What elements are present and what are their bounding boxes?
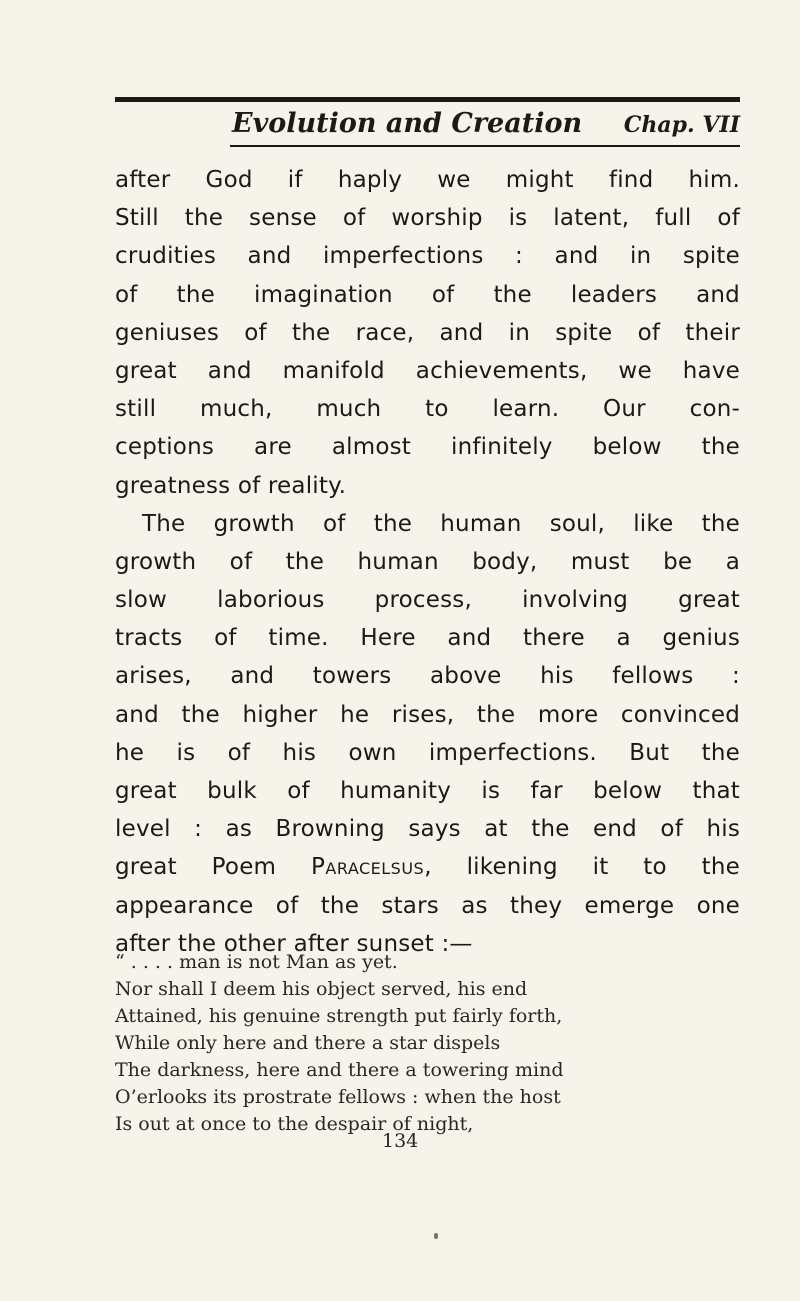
poem-line: While only here and there a star dispels: [115, 1032, 501, 1054]
text-line: The growth of the human soul, like the: [142, 510, 740, 537]
chapter-label: Chap. VII: [623, 112, 740, 138]
text-line: great and manifold achievements, we have: [115, 357, 740, 384]
text-line: appearance of the stars as they emerge one: [115, 892, 740, 919]
text-line: after God if haply we might find him.: [115, 167, 740, 193]
page-number: 134: [382, 1130, 419, 1152]
running-title: Evolution and Creation: [232, 108, 583, 139]
text-line: arises, and towers above his fellows :: [115, 663, 740, 690]
running-header: [115, 106, 740, 144]
header-bottom-rule: [230, 145, 740, 147]
text-line: geniuses of the race, and in spite of their: [115, 319, 740, 346]
poem-line: Is out at once to the despair of night,: [115, 1113, 474, 1135]
text-line: Still the sense of worship is latent, full of: [115, 205, 740, 232]
text-line: after the other after sunset :—: [115, 930, 473, 957]
text-line: still much, much to learn. Our con-: [115, 396, 740, 423]
poem-line: “ . . . . man is not Man as yet.: [115, 951, 398, 973]
poem-line: The darkness, here and there a towering mind: [115, 1059, 564, 1081]
text-fragment: great Poem: [115, 854, 312, 881]
text-fragment: , likening it to the: [424, 854, 741, 881]
text-line: greatness of reality.: [115, 472, 347, 499]
text-line: great bulk of humanity is far below that: [115, 778, 740, 804]
text-line: and the higher he rises, the more convinced: [115, 701, 740, 728]
text-line: crudities and imperfections : and in spite: [115, 243, 740, 270]
text-line: of the imagination of the leaders and: [115, 281, 740, 308]
ink-speck: [434, 1233, 438, 1239]
text-line: tracts of time. Here and there a genius: [115, 625, 740, 652]
poem-line: Nor shall I deem his object served, his end: [115, 978, 528, 1000]
poem-quotation: [115, 949, 740, 1138]
text-line: [115, 848, 740, 886]
text-line: growth of the human body, must be a: [115, 548, 740, 575]
body-text: [115, 161, 740, 963]
poem-line: Attained, his genuine strength put fairly forth,: [115, 1005, 563, 1027]
poem-title: Paracelsus: [311, 854, 425, 881]
text-line: slow laborious process, involving great: [115, 587, 740, 614]
header-top-rule: [115, 97, 740, 102]
text-line: he is of his own imperfections. But the: [115, 739, 740, 766]
poem-line: O’erlooks its prostrate fellows : when the host: [115, 1086, 561, 1108]
text-line: ceptions are almost infinitely below the: [115, 434, 740, 461]
text-line: level : as Browning says at the end of his: [115, 816, 740, 843]
